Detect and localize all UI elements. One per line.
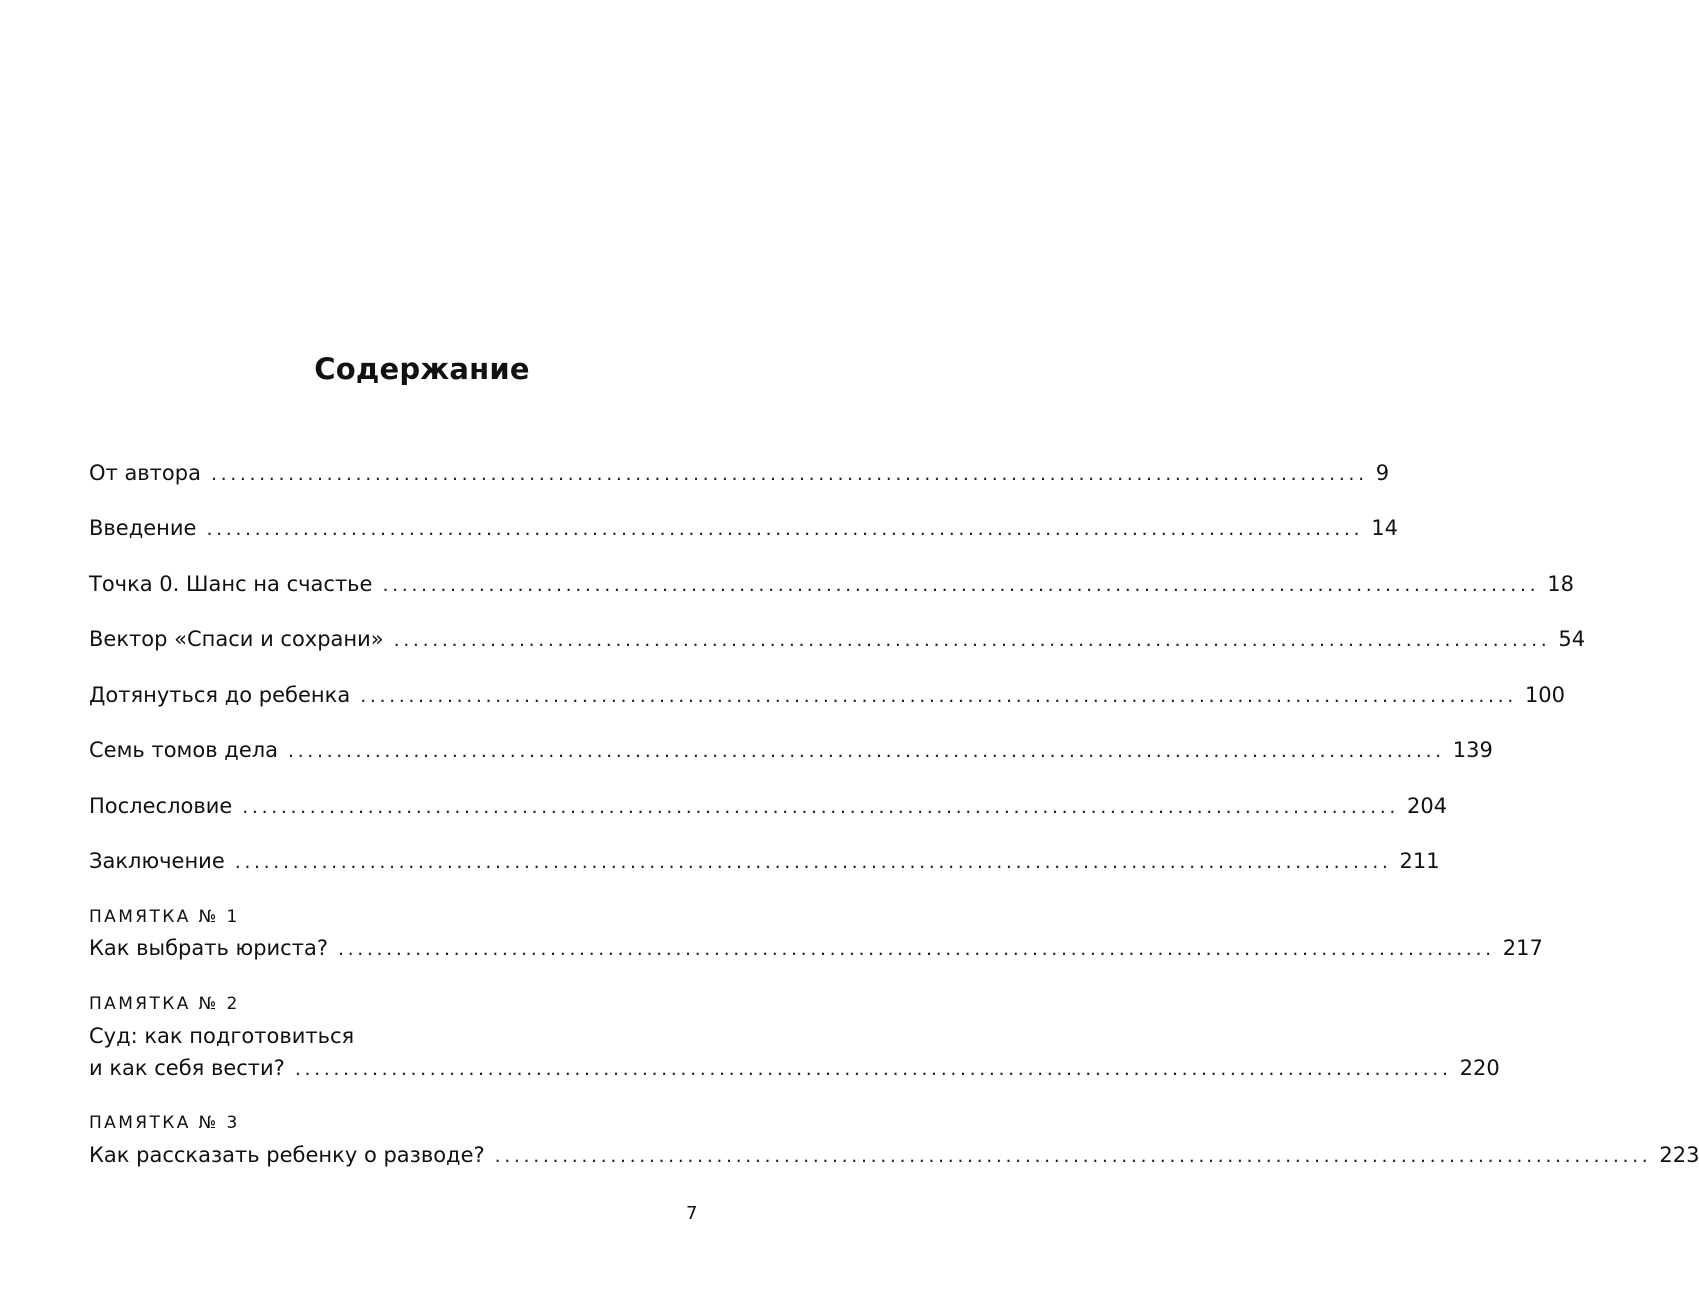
toc-entry-page: 14	[1371, 516, 1398, 540]
toc-entry-page: 217	[1502, 936, 1543, 960]
toc-entry[interactable]	[89, 680, 1566, 710]
toc-entry[interactable]	[89, 791, 1448, 821]
memo-heading: ПАМЯТКА № 3	[89, 1113, 240, 1133]
toc-entry-label: Семь томов дела	[89, 738, 279, 762]
dot-leader: ........................................................................................................................	[288, 740, 1445, 762]
toc-entry-page: 220	[1459, 1056, 1500, 1080]
toc-entry-page: 223	[1659, 1143, 1699, 1167]
toc-entry[interactable]	[89, 458, 1390, 488]
toc-entry[interactable]	[89, 569, 1574, 599]
toc-entry-page: 9	[1375, 461, 1390, 485]
dot-leader: ........................................................................................................................	[494, 1145, 1652, 1167]
dot-leader: ........................................................................................................................	[242, 796, 1400, 818]
dot-leader: ........................................................................................................................	[337, 938, 1495, 960]
toc-entry-page: 204	[1407, 794, 1448, 818]
page-number: 7	[686, 1203, 698, 1224]
memo-heading: ПАМЯТКА № 1	[89, 907, 240, 927]
toc-entry-label: Введение	[89, 516, 197, 540]
toc-entry-label: Как рассказать ребенку о разводе?	[89, 1143, 485, 1167]
dot-leader: ........................................................................................................................	[294, 1058, 1452, 1080]
dot-leader: ........................................................................................................................	[360, 685, 1517, 707]
toc-entry-label: и как себя вести?	[89, 1056, 285, 1080]
toc-entry[interactable]	[89, 513, 1398, 543]
toc-entry[interactable]	[89, 624, 1586, 654]
toc-entry-label: Как выбрать юриста?	[89, 936, 328, 960]
toc-entry-label-line: Суд: как подготовиться	[89, 1024, 355, 1048]
toc-entry-label: От автора	[89, 461, 201, 485]
toc-entry[interactable]	[89, 1053, 1500, 1083]
memo-heading: ПАМЯТКА № 2	[89, 994, 240, 1014]
toc-entry-page: 18	[1547, 572, 1574, 596]
toc-entry-label: Заключение	[89, 849, 225, 873]
toc-entry[interactable]	[89, 846, 1440, 876]
dot-leader: ........................................................................................................................	[206, 518, 1364, 540]
toc-entry[interactable]	[89, 1140, 1699, 1170]
dot-leader: ........................................................................................................................	[234, 851, 1392, 873]
page-title: Содержание	[314, 352, 530, 386]
toc-entry[interactable]	[89, 933, 1543, 963]
dot-leader: ........................................................................................................................	[393, 629, 1551, 651]
toc-entry-label: Вектор «Спаси и сохрани»	[89, 627, 384, 651]
toc-entry-label: Послесловие	[89, 794, 233, 818]
dot-leader: ........................................................................................................................	[210, 463, 1368, 485]
toc-entry[interactable]	[89, 735, 1493, 765]
toc-entry-label: Точка 0. Шанс на счастье	[89, 572, 373, 596]
dot-leader: ........................................................................................................................	[382, 574, 1540, 596]
toc-entry-label: Дотянуться до ребенка	[89, 683, 351, 707]
toc-entry-page: 139	[1452, 738, 1493, 762]
toc-entry-page: 211	[1399, 849, 1440, 873]
toc-entry-page: 100	[1524, 683, 1566, 707]
toc-entry-page: 54	[1558, 627, 1586, 651]
